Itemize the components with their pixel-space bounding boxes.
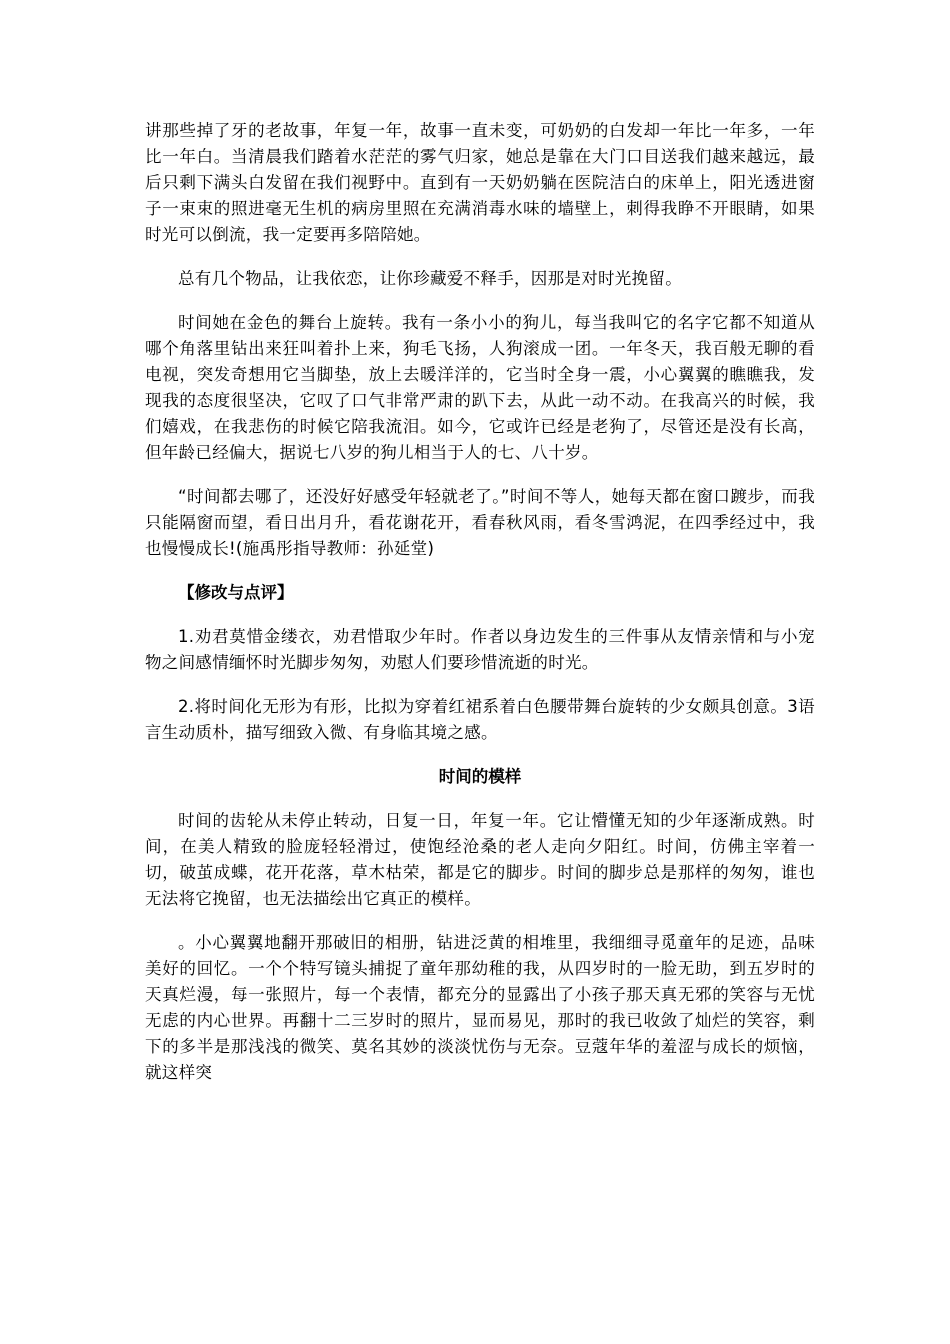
paragraph-dog: 时间她在金色的舞台上旋转。我有一条小小的狗儿，每当我叫它的名字它都不知道从哪个角落里钻出来狂叫着扑上来，狗毛飞扬，人狗滚成一团。一年冬天，我百般无聊的看电视，突发奇想用它当脚垫，放上去暖洋洋的，它当时全身一震，小心翼翼的瞧瞧我，发现我的态度很坚决，它叹了口气非常严肃的趴下去，从此一动不动。在我高兴的时候，我们嬉戏，在我悲伤的时候它陪我流泪。如今，它或许已经是老狗了，尽管还是没有长高，但年龄已经偏大，据说七八岁的狗儿相当于人的七、八十岁。 (145, 313, 815, 462)
paragraph-growing-up: “时间都去哪了，还没好好感受年轻就老了。”时间不等人，她每天都在窗口踱步，而我只能隔窗而望，看日出月升，看花谢花开，看春秋风雨，看冬雪鸿泥，在四季经过中，我也慢慢成长!(施禹彤指导教师：孙延堂) (145, 487, 815, 558)
essay-title: 时间的模样 (438, 767, 522, 786)
essay-paragraph-1: 时间的齿轮从未停止转动，日复一日，年复一年。它让懵懂无知的少年逐渐成熟。时间，在美人精致的脸庞轻轻滑过，使饱经沧桑的老人走向夕阳红。时间，仿佛主宰着一切，破茧成蝶，花开花落，草木枯荣，都是它的脚步。时间的脚步总是那样的匆匆，谁也无法将它挽留，也无法描绘出它真正的模样。 (145, 811, 815, 908)
review-heading: 【修改与点评】 (178, 583, 294, 602)
paragraph-keepsakes: 总有几个物品，让我依恋，让你珍藏爱不释手，因那是对时光挽留。 (178, 269, 682, 288)
review-item-1: 1.劝君莫惜金缕衣，劝君惜取少年时。作者以身边发生的三件事从友情亲情和与小宠物之间感情缅怀时光脚步匆匆，劝慰人们要珍惜流逝的时光。 (145, 627, 815, 672)
essay-paragraph-2: 。小心翼翼地翻开那破旧的相册，钻进泛黄的相堆里，我细细寻觅童年的足迹，品味美好的回忆。一个个特写镜头捕捉了童年那幼稚的我，从四岁时的一脸无助，到五岁时的天真烂漫，每一张照片，每一个表情，都充分的显露出了小孩子那天真无邪的笑容与无忧无虑的内心世界。再翻十二三岁时的照片，显而易见，那时的我已收敛了灿烂的笑容，剩下的多半是那浅浅的微笑、莫名其妙的淡淡忧伤与无奈。豆蔻年华的羞涩与成长的烦恼，就这样突 (145, 933, 815, 1082)
paragraph-grandmother: 讲那些掉了牙的老故事，年复一年，故事一直未变，可奶奶的白发却一年比一年多，一年比一年白。当清晨我们踏着水茫茫的雾气归家，她总是靠在大门口目送我们越来越远，最后只剩下满头白发留在我们视野中。直到有一天奶奶躺在医院洁白的床单上，阳光透进窗子一束束的照进毫无生机的病房里照在充满消毒水味的墙壁上，刺得我睁不开眼睛，如果时光可以倒流，我一定要再多陪陪她。 (145, 121, 815, 244)
document-page (145, 118, 815, 1104)
review-item-2: 2.将时间化无形为有形，比拟为穿着红裙系着白色腰带舞台旋转的少女颇具创意。3语言生动质朴，描写细致入微、有身临其境之感。 (145, 697, 815, 742)
